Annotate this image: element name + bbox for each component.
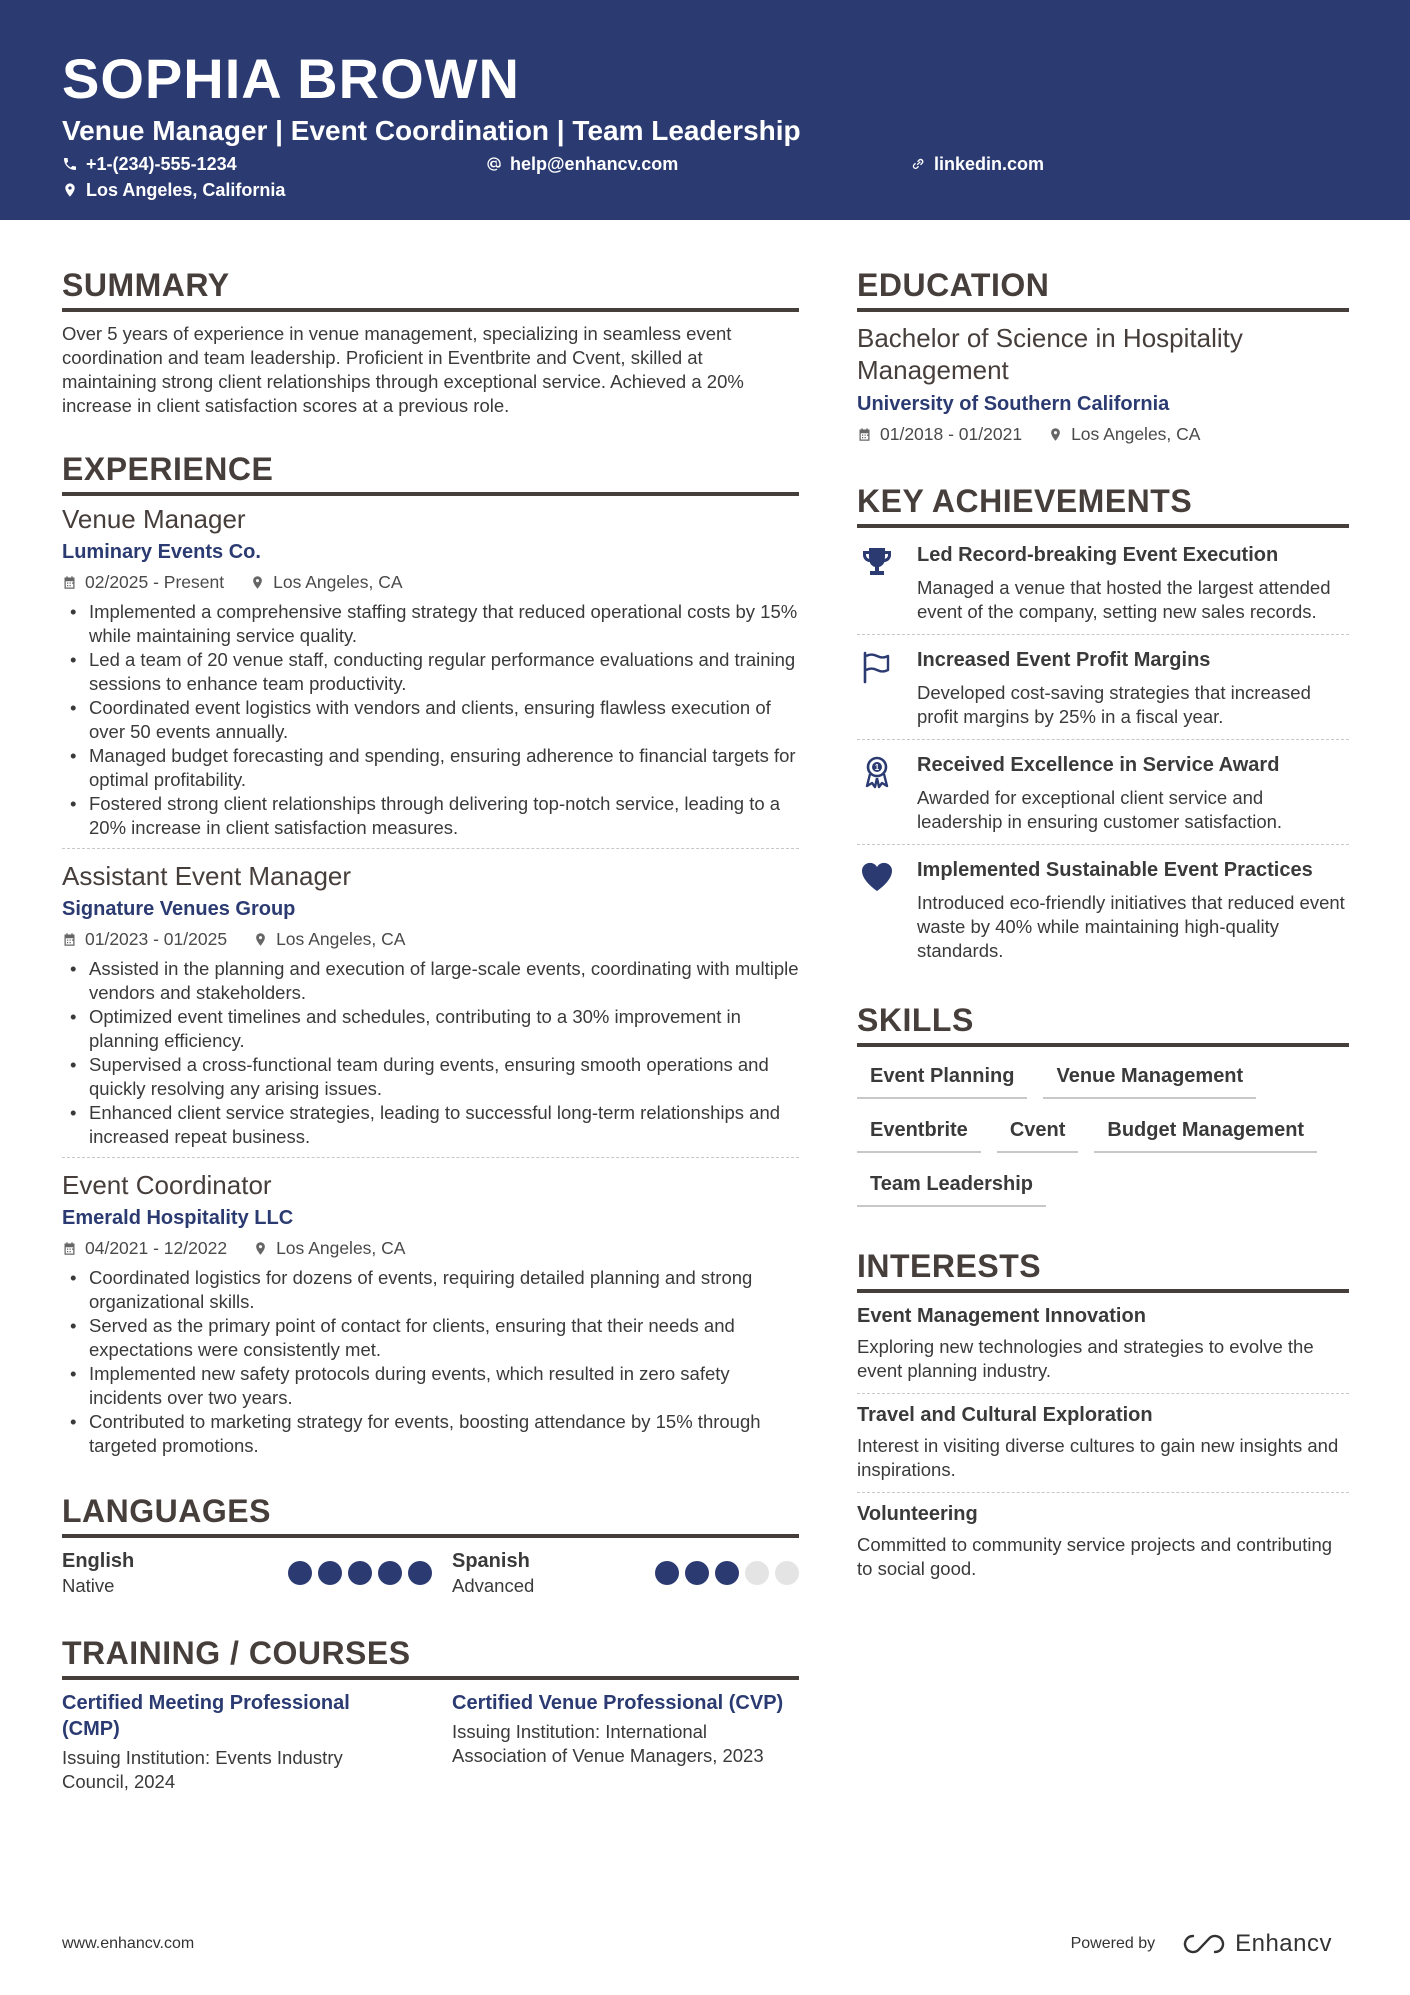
skills-section (857, 1001, 1349, 1207)
skills-heading: SKILLS (857, 1001, 1349, 1047)
interest-title: Event Management Innovation (857, 1305, 1146, 1327)
powered-by (1071, 1930, 1332, 1958)
achievement-title: Led Record-breaking Event Execution (917, 544, 1279, 566)
location-text: Los Angeles, California (86, 180, 286, 200)
education-school: University of Southern California (857, 393, 1170, 415)
interest-item (857, 1394, 1349, 1493)
summary-heading: SUMMARY (62, 266, 799, 312)
achievement-body (917, 647, 1349, 729)
achievement-desc: Awarded for exceptional client service and leadership in ensuring customer satisfaction. (917, 787, 1283, 832)
achievement-item (857, 740, 1349, 845)
job-bullet: • Served as the primary point of contact for clients, ensuring that their needs and expectations were consistently met. (62, 1314, 799, 1362)
achievement-body (917, 857, 1349, 963)
achievement-list (857, 530, 1349, 973)
right-column (857, 266, 1349, 1591)
interest-desc: Committed to community service projects and contributing to social good. (857, 1534, 1333, 1579)
language-info (62, 1548, 134, 1598)
footer-website[interactable]: www.enhancv.com (62, 1935, 195, 1952)
course-item (452, 1690, 799, 1794)
interests-heading: INTERESTS (857, 1247, 1349, 1293)
job-bullet: • Optimized event timelines and schedules, contributing to a 30% improvement in planning efficiency. (62, 1005, 799, 1053)
language-name: English (62, 1550, 135, 1572)
rating-dot (775, 1561, 799, 1585)
job-meta (62, 927, 799, 951)
job-location (253, 1236, 405, 1260)
job-bullet: • Managed budget forecasting and spending, ensuring adherence to financial targets for optimal profitability. (62, 744, 799, 792)
contact-phone[interactable] (62, 152, 237, 176)
skill-tag: Team Leadership (857, 1163, 1046, 1207)
education-meta (857, 422, 1349, 446)
achievement-desc: Developed cost-saving strategies that increased profit margins by 25% in a fiscal year. (917, 682, 1311, 727)
rating-dot (288, 1561, 312, 1585)
language-level: Native (62, 1575, 115, 1596)
rating-dot (378, 1561, 402, 1585)
powered-by-label: Powered by (1070, 1935, 1156, 1952)
rating-dot (318, 1561, 342, 1585)
skill-tag: Eventbrite (857, 1109, 981, 1153)
language-rating (655, 1561, 799, 1585)
website-text: linkedin.com (934, 154, 1045, 174)
job-entry (62, 859, 799, 1158)
experience-heading: EXPERIENCE (62, 450, 799, 496)
email-text: help@enhancv.com (510, 154, 679, 174)
course-desc: Issuing Institution: Events Industry Council, 2024 (62, 1747, 343, 1792)
calendar-icon (857, 427, 872, 442)
job-bullet: • Enhanced client service strategies, leading to successful long-term relationships and increased repeat business. (62, 1101, 799, 1149)
map-pin-icon (250, 575, 265, 590)
svg-text:1: 1 (874, 763, 880, 772)
training-section (62, 1634, 799, 1794)
job-meta (62, 570, 799, 594)
job-bullet: • Coordinated event logistics with vendors and clients, ensuring flawless execution of over 50 events annually. (62, 696, 799, 744)
language-info (452, 1548, 534, 1598)
course-title: Certified Venue Professional (CVP) (452, 1692, 784, 1714)
contact-email[interactable] (486, 152, 678, 176)
rating-dot (348, 1561, 372, 1585)
job-bullet: • Fostered strong client relationships through delivering top-notch service, leading to a 20% increase in client satisfaction measures. (62, 792, 799, 840)
interest-list (857, 1295, 1349, 1591)
rating-dot (655, 1561, 679, 1585)
contact-info (62, 152, 1348, 212)
experience-section (62, 450, 799, 1466)
rating-dot (408, 1561, 432, 1585)
job-bullets (62, 600, 799, 840)
achievement-desc: Managed a venue that hosted the largest attended event of the company, setting new sales records. (917, 577, 1331, 622)
map-pin-icon (253, 932, 268, 947)
interest-desc: Interest in visiting diverse cultures to gain new insights and inspirations. (857, 1435, 1339, 1480)
brand-logo[interactable] (1181, 1930, 1332, 1958)
achievement-body (917, 752, 1349, 834)
candidate-name: SOPHIA BROWN (62, 47, 520, 110)
education-location-text: Los Angeles, CA (1071, 424, 1201, 444)
left-column (62, 266, 799, 1794)
achievement-title: Received Excellence in Service Award (917, 754, 1280, 776)
map-pin-icon (62, 182, 78, 198)
job-bullet: • Implemented a comprehensive staffing strategy that reduced operational costs by 15% while maintaining service quality. (62, 600, 799, 648)
enhancv-logo-icon (1181, 1932, 1227, 1956)
job-location-text: Los Angeles, CA (276, 929, 406, 949)
job-bullet: • Contributed to marketing strategy for events, boosting attendance by 15% through targeted promotions. (62, 1410, 799, 1458)
skill-tag: Budget Management (1094, 1109, 1317, 1153)
interests-section (857, 1247, 1349, 1591)
calendar-icon (62, 1241, 77, 1256)
language-item (452, 1548, 799, 1598)
resume-header (0, 0, 1410, 220)
job-dates (62, 927, 227, 951)
job-dates-text: 02/2025 - Present (85, 572, 225, 592)
interest-item (857, 1493, 1349, 1591)
languages-section (62, 1492, 799, 1598)
job-list (62, 502, 799, 1466)
trophy-icon (857, 542, 897, 624)
job-bullets (62, 1266, 799, 1458)
job-entry (62, 1168, 799, 1466)
summary-section (62, 266, 799, 418)
job-dates (62, 570, 224, 594)
calendar-icon (62, 932, 77, 947)
language-list (62, 1548, 799, 1598)
page-footer (62, 1930, 1332, 1958)
job-company: Emerald Hospitality LLC (62, 1207, 294, 1229)
job-meta (62, 1236, 799, 1260)
job-location (250, 570, 402, 594)
languages-heading: LANGUAGES (62, 1492, 799, 1538)
job-location (253, 927, 405, 951)
course-item (62, 1690, 452, 1794)
language-level: Advanced (452, 1575, 535, 1596)
award-icon (857, 752, 897, 834)
job-bullets (62, 957, 799, 1149)
achievements-heading: KEY ACHIEVEMENTS (857, 482, 1349, 528)
phone-icon (62, 156, 78, 172)
flag-icon (857, 647, 897, 729)
course-desc: Issuing Institution: International Association of Venue Managers, 2023 (452, 1721, 764, 1766)
achievement-title: Implemented Sustainable Event Practices (917, 859, 1313, 881)
job-dates-text: 01/2023 - 01/2025 (85, 929, 228, 949)
job-role: Venue Manager (62, 504, 246, 534)
language-item (62, 1548, 452, 1598)
achievement-item (857, 530, 1349, 635)
skill-tag: Venue Management (1043, 1055, 1256, 1099)
achievement-item (857, 845, 1349, 973)
job-bullet: • Coordinated logistics for dozens of events, requiring detailed planning and strong organizational skills. (62, 1266, 799, 1314)
interest-title: Volunteering (857, 1503, 978, 1525)
job-location-text: Los Angeles, CA (273, 572, 403, 592)
education-dates (857, 422, 1022, 446)
achievements-section (857, 482, 1349, 973)
training-heading: TRAINING / COURSES (62, 1634, 799, 1680)
map-pin-icon (253, 1241, 268, 1256)
job-role: Assistant Event Manager (62, 861, 352, 891)
education-degree: Bachelor of Science in Hospitality Management (857, 323, 1243, 385)
course-list (62, 1690, 799, 1794)
phone-text: +1-(234)-555-1234 (86, 154, 237, 174)
interest-desc: Exploring new technologies and strategies to evolve the event planning industry. (857, 1336, 1314, 1381)
interest-title: Travel and Cultural Exploration (857, 1404, 1153, 1426)
summary-text: Over 5 years of experience in venue management, specializing in seamless event coordination and team leadership. Proficient in Eventbrite and Cvent, skilled at maintaining strong client relationships through exceptional service. Achieved a 20% increase in client satisfaction scores at a previous role. (62, 323, 744, 416)
candidate-title: Venue Manager | Event Coordination | Team Leadership (62, 115, 801, 146)
contact-website[interactable] (910, 152, 1044, 176)
heart-icon (857, 857, 897, 963)
job-bullet: • Implemented new safety protocols during events, which resulted in zero safety incidents over two years. (62, 1362, 799, 1410)
rating-dot (685, 1561, 709, 1585)
education-dates-text: 01/2018 - 01/2021 (880, 424, 1023, 444)
education-section (857, 266, 1349, 446)
language-name: Spanish (452, 1550, 530, 1572)
contact-location (62, 178, 285, 202)
brand-name: Enhancv (1235, 1930, 1332, 1957)
education-location (1048, 422, 1200, 446)
language-rating (288, 1561, 432, 1585)
job-bullet: • Supervised a cross-functional team during events, ensuring smooth operations and quickly resolving any arising issues. (62, 1053, 799, 1101)
skill-list (857, 1055, 1337, 1207)
job-dates-text: 04/2021 - 12/2022 (85, 1238, 228, 1258)
job-entry (62, 502, 799, 849)
interest-item (857, 1295, 1349, 1394)
job-role: Event Coordinator (62, 1170, 272, 1200)
job-company: Signature Venues Group (62, 898, 296, 920)
calendar-icon (62, 575, 77, 590)
course-title: Certified Meeting Professional (CMP) (62, 1692, 350, 1740)
map-pin-icon (1048, 427, 1063, 442)
achievement-item (857, 635, 1349, 740)
job-bullet: • Assisted in the planning and execution of large-scale events, coordinating with multiple vendors and stakeholders. (62, 957, 799, 1005)
education-heading: EDUCATION (857, 266, 1349, 312)
rating-dot (715, 1561, 739, 1585)
job-dates (62, 1236, 227, 1260)
skill-tag: Event Planning (857, 1055, 1027, 1099)
link-icon (910, 156, 926, 172)
at-sign-icon (486, 156, 502, 172)
job-bullet: • Led a team of 20 venue staff, conducting regular performance evaluations and training sessions to enhance team productivity. (62, 648, 799, 696)
achievement-desc: Introduced eco-friendly initiatives that reduced event waste by 40% while maintaining high-quality standards. (917, 892, 1345, 961)
rating-dot (745, 1561, 769, 1585)
skill-tag: Cvent (997, 1109, 1079, 1153)
job-location-text: Los Angeles, CA (276, 1238, 406, 1258)
achievement-title: Increased Event Profit Margins (917, 649, 1211, 671)
achievement-body (917, 542, 1349, 624)
job-company: Luminary Events Co. (62, 541, 261, 563)
